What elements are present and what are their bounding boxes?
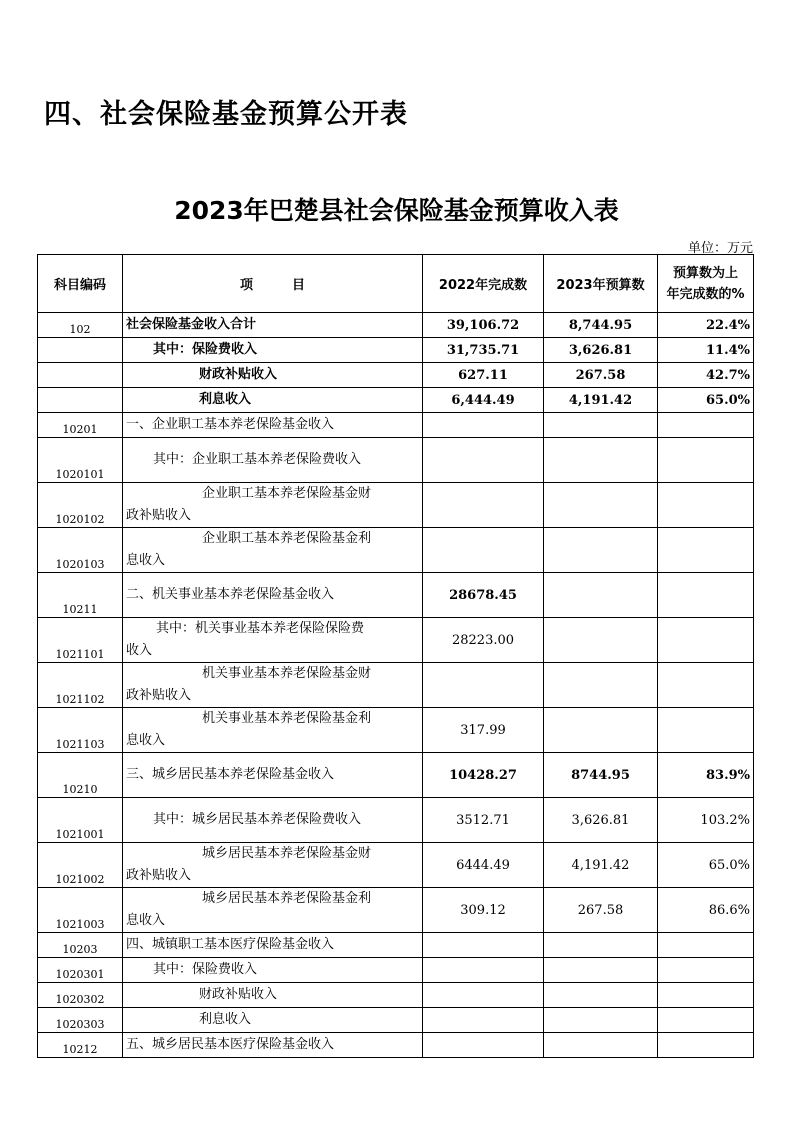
row-name: 财政补贴收入 (123, 363, 423, 388)
table-row (38, 618, 754, 663)
row-budget-2023: 3,626.81 (544, 338, 658, 363)
row-name: 财政补贴收入 (123, 983, 423, 1008)
row-name: 其中：保险费收入 (123, 338, 423, 363)
row-name (123, 843, 423, 888)
row-name: 利息收入 (123, 388, 423, 413)
row-name: 其中：保险费收入 (123, 958, 423, 983)
row-budget-2023: 8,744.95 (544, 313, 658, 338)
row-name (123, 528, 423, 573)
row-done-2022: 317.99 (423, 708, 544, 753)
row-code: 1021002 (38, 843, 123, 888)
row-budget-2023 (544, 708, 658, 753)
header-budget-2023: 2023年预算数 (544, 255, 658, 313)
table-row (38, 983, 754, 1008)
table-row (38, 338, 754, 363)
row-code: 1021102 (38, 663, 123, 708)
row-name: 三、城乡居民基本养老保险基金收入 (123, 753, 423, 798)
table-row (38, 933, 754, 958)
row-name (123, 708, 423, 753)
row-name: 二、机关事业基本养老保险基金收入 (123, 573, 423, 618)
table-row (38, 888, 754, 933)
row-code: 1020303 (38, 1008, 123, 1033)
row-budget-2023 (544, 618, 658, 663)
row-code: 10211 (38, 573, 123, 618)
row-budget-2023: 267.58 (544, 363, 658, 388)
table-row (38, 958, 754, 983)
row-code: 1021001 (38, 798, 123, 843)
row-code: 1021003 (38, 888, 123, 933)
row-done-2022 (423, 983, 544, 1008)
row-budget-2023: 267.58 (544, 888, 658, 933)
row-budget-2023: 8744.95 (544, 753, 658, 798)
row-budget-2023 (544, 663, 658, 708)
row-name (123, 483, 423, 528)
row-done-2022: 28223.00 (423, 618, 544, 663)
row-done-2022 (423, 438, 544, 483)
row-name (123, 618, 423, 663)
row-name: 一、企业职工基本养老保险基金收入 (123, 413, 423, 438)
row-name-line2: 息收入 (126, 913, 166, 928)
row-code: 10210 (38, 753, 123, 798)
row-budget-2023: 3,626.81 (544, 798, 658, 843)
row-done-2022: 6,444.49 (423, 388, 544, 413)
row-ratio: 103.2% (658, 798, 754, 843)
row-done-2022 (423, 958, 544, 983)
row-code: 1021103 (38, 708, 123, 753)
row-ratio: 65.0% (658, 843, 754, 888)
row-name-line1: 城乡居民基本养老保险基金利 (202, 891, 372, 906)
row-code: 102 (38, 313, 123, 338)
row-ratio: 11.4% (658, 338, 754, 363)
row-code (38, 388, 123, 413)
row-name: 社会保险基金收入合计 (123, 313, 423, 338)
row-name-line2: 政补贴收入 (126, 868, 192, 883)
row-name (123, 663, 423, 708)
row-budget-2023 (544, 983, 658, 1008)
row-done-2022: 6444.49 (423, 843, 544, 888)
row-code: 1020101 (38, 438, 123, 483)
row-name: 利息收入 (123, 1008, 423, 1033)
row-name-line2: 政补贴收入 (126, 688, 192, 703)
header-code: 科目编码 (38, 255, 123, 313)
row-ratio: 86.6% (658, 888, 754, 933)
table-row (38, 1008, 754, 1033)
row-ratio (658, 933, 754, 958)
row-ratio: 42.7% (658, 363, 754, 388)
table-row (38, 663, 754, 708)
row-code: 1020102 (38, 483, 123, 528)
row-ratio (658, 1008, 754, 1033)
row-done-2022 (423, 413, 544, 438)
row-name-line2: 收入 (126, 643, 153, 658)
table-row (38, 708, 754, 753)
row-ratio (658, 663, 754, 708)
row-ratio (658, 413, 754, 438)
header-item: 项 目 (123, 255, 423, 313)
table-row (38, 363, 754, 388)
row-ratio (658, 438, 754, 483)
row-budget-2023: 4,191.42 (544, 388, 658, 413)
row-code: 10212 (38, 1033, 123, 1058)
table-row (38, 528, 754, 573)
table-row (38, 798, 754, 843)
row-budget-2023 (544, 483, 658, 528)
row-ratio (658, 958, 754, 983)
table-row (38, 313, 754, 338)
row-budget-2023 (544, 933, 658, 958)
row-ratio: 65.0% (658, 388, 754, 413)
row-done-2022 (423, 528, 544, 573)
row-done-2022 (423, 1033, 544, 1058)
row-code (38, 338, 123, 363)
row-name: 其中：城乡居民基本养老保险费收入 (123, 798, 423, 843)
table-row (38, 1033, 754, 1058)
table-row (38, 413, 754, 438)
header-ratio (658, 255, 754, 313)
header-ratio-line2: 年完成数的% (666, 286, 745, 302)
table-row (38, 388, 754, 413)
header-row (38, 255, 754, 313)
row-name-line1: 企业职工基本养老保险基金利 (202, 531, 372, 546)
row-done-2022: 10428.27 (423, 753, 544, 798)
table-row (38, 483, 754, 528)
row-done-2022: 39,106.72 (423, 313, 544, 338)
row-budget-2023 (544, 413, 658, 438)
row-done-2022: 309.12 (423, 888, 544, 933)
table-row (38, 843, 754, 888)
row-ratio (658, 483, 754, 528)
unit-label: 单位：万元 (687, 241, 753, 256)
row-code: 1020301 (38, 958, 123, 983)
table-title: 2023年巴楚县社会保险基金预算收入表 (174, 196, 619, 225)
row-budget-2023 (544, 1033, 658, 1058)
row-ratio: 22.4% (658, 313, 754, 338)
row-budget-2023 (544, 573, 658, 618)
row-code (38, 363, 123, 388)
row-ratio (658, 1033, 754, 1058)
row-done-2022 (423, 483, 544, 528)
row-name-line2: 息收入 (126, 553, 166, 568)
row-ratio (658, 528, 754, 573)
row-code: 1020302 (38, 983, 123, 1008)
row-done-2022: 31,735.71 (423, 338, 544, 363)
row-done-2022 (423, 663, 544, 708)
row-budget-2023: 4,191.42 (544, 843, 658, 888)
row-done-2022 (423, 1008, 544, 1033)
row-name-line1: 其中：机关事业基本养老保险保险费 (156, 621, 365, 636)
row-code: 1021101 (38, 618, 123, 663)
row-ratio (658, 618, 754, 663)
budget-table (37, 254, 754, 1058)
row-name: 五、城乡居民基本医疗保险基金收入 (123, 1033, 423, 1058)
table-row (38, 753, 754, 798)
table-row (38, 438, 754, 483)
row-code: 10203 (38, 933, 123, 958)
row-name (123, 888, 423, 933)
row-name: 其中：企业职工基本养老保险费收入 (123, 438, 423, 483)
row-ratio (658, 708, 754, 753)
row-name-line2: 息收入 (126, 733, 166, 748)
row-budget-2023 (544, 958, 658, 983)
row-ratio (658, 573, 754, 618)
header-ratio-line1: 预算数为上 (672, 265, 738, 281)
row-done-2022: 627.11 (423, 363, 544, 388)
row-budget-2023 (544, 1008, 658, 1033)
row-budget-2023 (544, 528, 658, 573)
row-code: 1020103 (38, 528, 123, 573)
row-budget-2023 (544, 438, 658, 483)
row-ratio: 83.9% (658, 753, 754, 798)
row-done-2022: 28678.45 (423, 573, 544, 618)
row-code: 10201 (38, 413, 123, 438)
row-name-line1: 机关事业基本养老保险基金财 (202, 666, 372, 681)
header-done-2022: 2022年完成数 (423, 255, 544, 313)
row-name-line1: 机关事业基本养老保险基金利 (202, 711, 372, 726)
row-name-line2: 政补贴收入 (126, 508, 192, 523)
row-name: 四、城镇职工基本医疗保险基金收入 (123, 933, 423, 958)
row-name-line1: 城乡居民基本养老保险基金财 (202, 846, 372, 861)
section-title: 四、社会保险基金预算公开表 (44, 99, 408, 130)
row-ratio (658, 983, 754, 1008)
table-row (38, 573, 754, 618)
row-name-line1: 企业职工基本养老保险基金财 (202, 486, 372, 501)
row-done-2022: 3512.71 (423, 798, 544, 843)
row-done-2022 (423, 933, 544, 958)
